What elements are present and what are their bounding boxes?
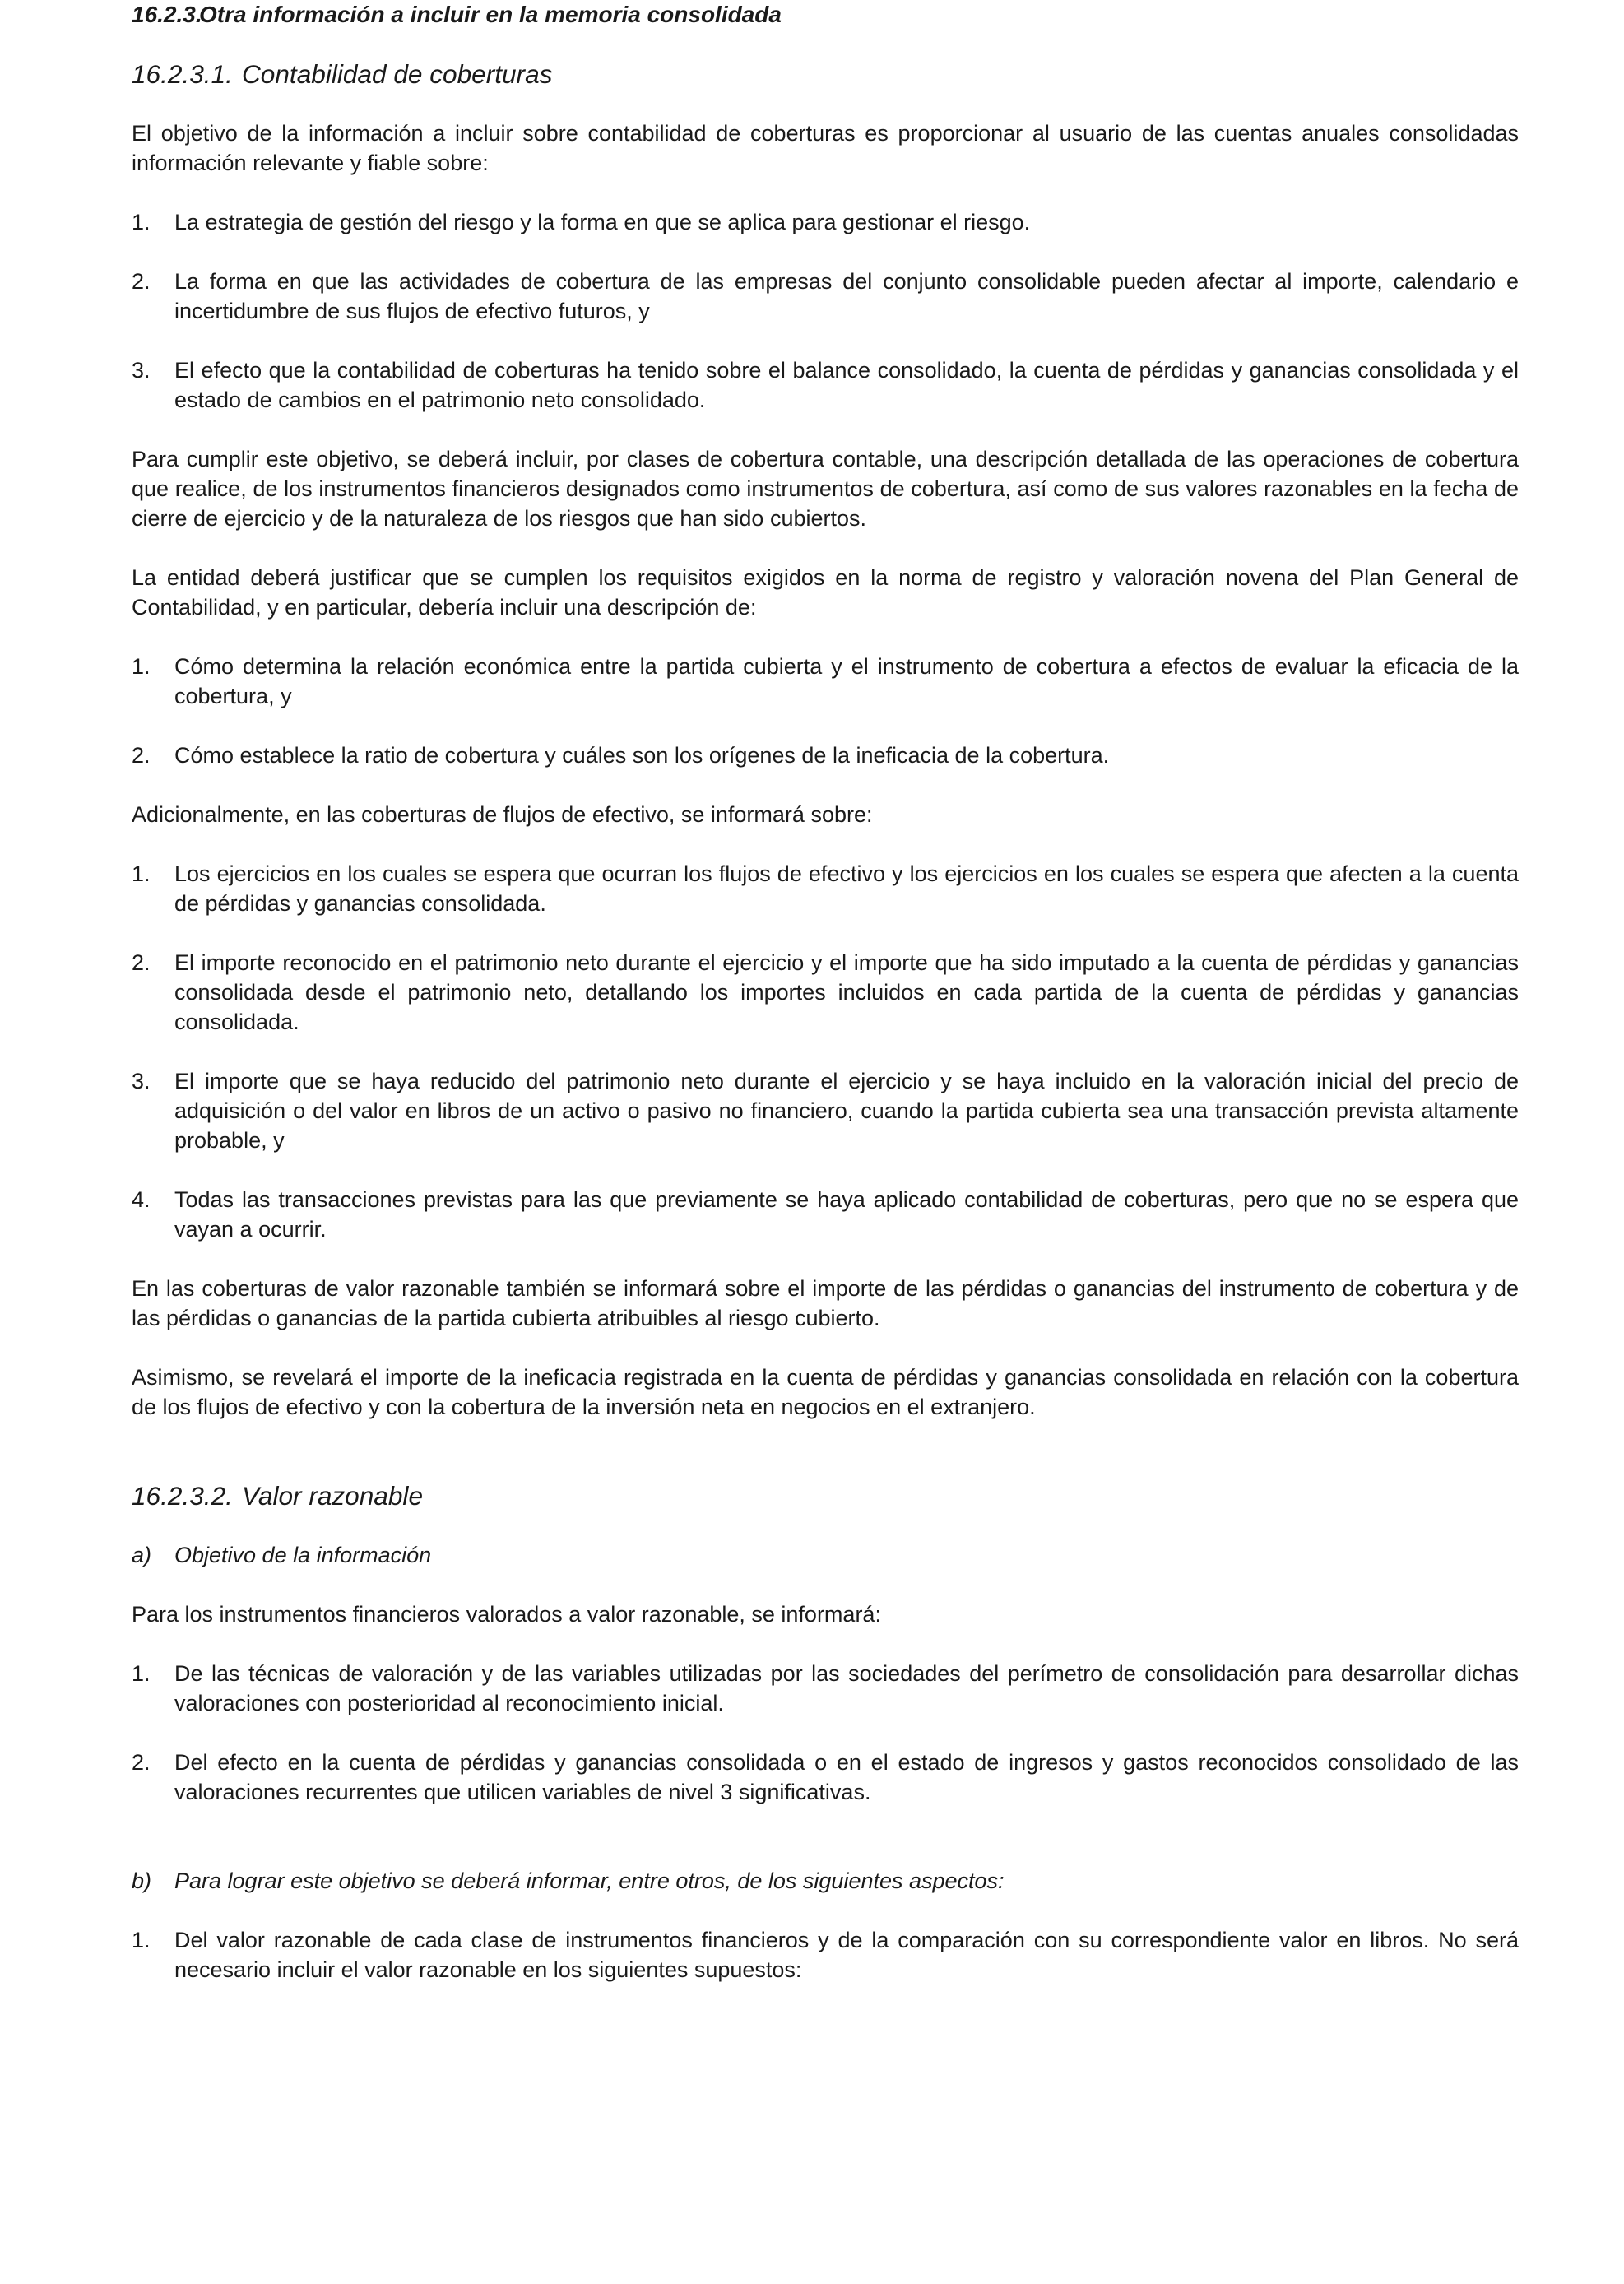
list-item — [132, 1925, 1519, 1985]
list-item — [132, 207, 1519, 237]
subsection-title: Valor razonable — [242, 1481, 424, 1511]
heading-letter: a) — [132, 1543, 152, 1567]
subsection-number: 16.2.3.2. — [132, 1481, 233, 1511]
lettered-heading-a — [132, 1540, 1519, 1570]
paragraph: En las coberturas de valor razonable también se informará sobre el importe de las pérdidas o ganancias del instrumento de cobertura y de las pérdidas o ganancias de la partida cubierta atribuibles al riesgo cubierto. — [132, 1276, 1519, 1330]
list-item-text: Cómo establece la ratio de cobertura y cuáles son los orígenes de la ineficacia de la cobertura. — [174, 743, 1110, 768]
paragraph: El objetivo de la información a incluir sobre contabilidad de coberturas es proporcionar al usuario de las cuentas anuales consolidadas información relevante y fiable sobre: — [132, 121, 1519, 175]
subsection-number: 16.2.3.1. — [132, 59, 233, 89]
section-number: 16.2.3. — [132, 2, 202, 27]
section-heading — [132, 0, 1519, 30]
list-item-number: 3. — [132, 1069, 151, 1093]
paragraph: Para los instrumentos financieros valorados a valor razonable, se informará: — [132, 1602, 881, 1627]
list-item-number: 1. — [132, 210, 151, 234]
list-item — [132, 740, 1519, 770]
section-title: Otra información a incluir en la memoria consolidada — [199, 2, 782, 27]
list-item-text: Del valor razonable de cada clase de instrumentos financieros y de la comparación con su correspondiente valor en libros. No será necesario incluir el valor razonable en los siguientes supuestos: — [174, 1928, 1519, 1982]
heading-title: Para lograr este objetivo se deberá informar, entre otros, de los siguientes aspectos: — [174, 1869, 1005, 1893]
document-page — [132, 0, 1519, 1985]
list-item-text: Los ejercicios en los cuales se espera que ocurran los flujos de efectivo y los ejercicios en los cuales se espera que afecten a la cuenta de pérdidas y ganancias consolidada. — [174, 861, 1519, 916]
list-item-number: 2. — [132, 269, 151, 294]
heading-letter: b) — [132, 1869, 152, 1893]
list-item-number: 2. — [132, 950, 151, 975]
paragraph: Adicionalmente, en las coberturas de flujos de efectivo, se informará sobre: — [132, 802, 873, 827]
list-item-number: 2. — [132, 1750, 151, 1775]
list-item — [132, 1748, 1519, 1807]
list-item-text: La forma en que las actividades de cobertura de las empresas del conjunto consolidable pueden afectar al importe, calendario e incertidumbre de sus flujos de efectivo futuros, y — [174, 269, 1519, 323]
list-item — [132, 652, 1519, 711]
list-item-number: 3. — [132, 358, 151, 383]
paragraph: Para cumplir este objetivo, se deberá incluir, por clases de cobertura contable, una descripción detallada de las operaciones de cobertura que realice, de los instrumentos financieros designados como instrumentos de cobertura, así como de sus valores razonables en la fecha de cierre de ejercicio y de la naturaleza de los riesgos que han sido cubiertos. — [132, 447, 1519, 531]
paragraph: La entidad deberá justificar que se cumplen los requisitos exigidos en la norma de registro y valoración novena del Plan General de Contabilidad, y en particular, debería incluir una descripción de: — [132, 565, 1519, 620]
list-item-text: Cómo determina la relación económica entre la partida cubierta y el instrumento de cobertura a efectos de evaluar la eficacia de la cobertura, y — [174, 654, 1519, 708]
list-item — [132, 859, 1519, 918]
subsection-heading-coberturas — [132, 59, 1519, 89]
subsection-heading-valor-razonable — [132, 1481, 1519, 1511]
paragraph: Asimismo, se revelará el importe de la ineficacia registrada en la cuenta de pérdidas y ganancias consolidada en relación con la cobertura de los flujos de efectivo y con la cobertura de la inversión neta en negocios en el extranjero. — [132, 1365, 1519, 1419]
list-item-text: El efecto que la contabilidad de coberturas ha tenido sobre el balance consolidado, la cuenta de pérdidas y ganancias consolidada y el estado de cambios en el patrimonio neto consolidado. — [174, 358, 1519, 412]
list-item — [132, 355, 1519, 415]
list-item — [132, 267, 1519, 326]
list-item — [132, 1659, 1519, 1718]
list-item-number: 1. — [132, 861, 151, 886]
numbered-list — [132, 652, 1519, 770]
numbered-list — [132, 207, 1519, 415]
subsection-title: Contabilidad de coberturas — [242, 59, 553, 89]
list-item-number: 2. — [132, 743, 151, 768]
list-item-number: 1. — [132, 654, 151, 679]
numbered-list — [132, 1659, 1519, 1807]
numbered-list — [132, 859, 1519, 1244]
list-item — [132, 948, 1519, 1037]
list-item-text: Todas las transacciones previstas para las que previamente se haya aplicado contabilidad de coberturas, pero que no se espera que vayan a ocurrir. — [174, 1187, 1519, 1242]
list-item-text: El importe que se haya reducido del patrimonio neto durante el ejercicio y se haya incluido en la valoración inicial del precio de adquisición o del valor en libros de un activo o pasivo no financiero, cuando la partida cubierta sea una transacción prevista altamente probable, y — [174, 1069, 1519, 1153]
heading-title: Objetivo de la información — [174, 1543, 432, 1567]
list-item-text: Del efecto en la cuenta de pérdidas y ganancias consolidada o en el estado de ingresos y gastos reconocidos consolidado de las valoraciones recurrentes que utilicen variables de nivel 3 significativas. — [174, 1750, 1519, 1804]
list-item-number: 1. — [132, 1661, 151, 1686]
list-item-text: La estrategia de gestión del riesgo y la forma en que se aplica para gestionar el riesgo. — [174, 210, 1031, 234]
list-item-text: El importe reconocido en el patrimonio neto durante el ejercicio y el importe que ha sido imputado a la cuenta de pérdidas y ganancias consolidada desde el patrimonio neto, detallando los importes incluidos en cada partida de la cuenta de pérdidas y ganancias consolidada. — [174, 950, 1519, 1034]
list-item-number: 4. — [132, 1187, 151, 1212]
list-item-number: 1. — [132, 1928, 151, 1952]
list-item — [132, 1185, 1519, 1244]
lettered-heading-b — [132, 1866, 1519, 1896]
list-item-text: De las técnicas de valoración y de las variables utilizadas por las sociedades del perímetro de consolidación para desarrollar dichas valoraciones con posterioridad al reconocimiento inicial. — [174, 1661, 1519, 1715]
list-item — [132, 1066, 1519, 1155]
numbered-list — [132, 1925, 1519, 1985]
